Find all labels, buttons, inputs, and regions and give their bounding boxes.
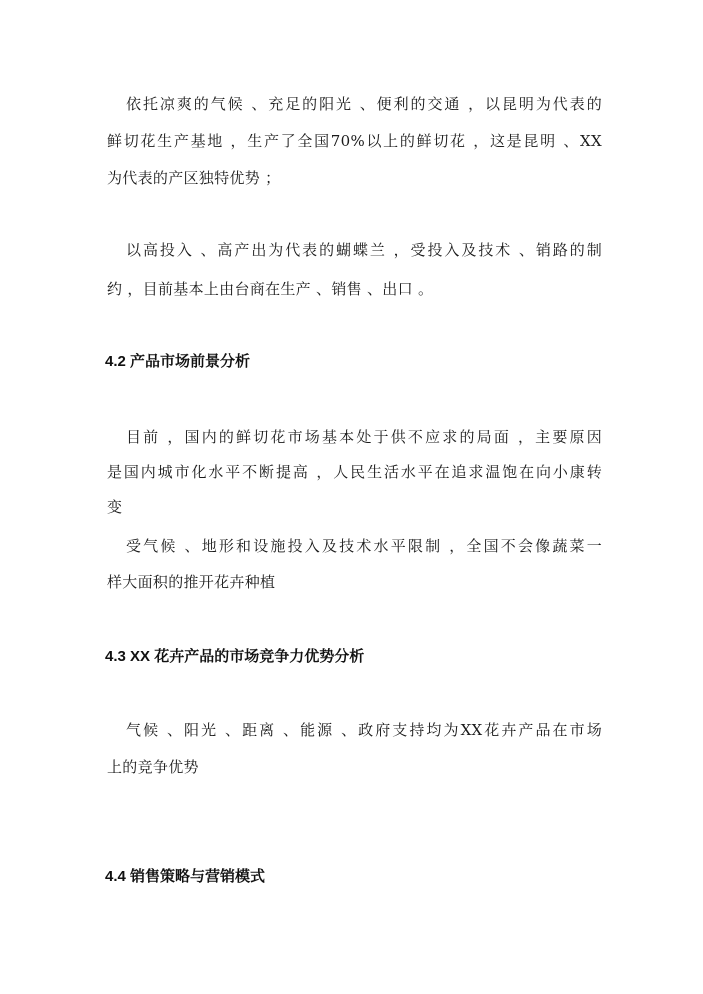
paragraph-3-line-1: 目前 ，国内的鲜切花市场基本处于供不应求的局面 ，主要原因 [126,428,602,446]
paragraph-1-line-3: 为代表的产区独特优势 ； [107,169,281,187]
paragraph-4-line-1: 受气候 、地形和设施投入及技术水平限制 ，全国不会像蔬菜一 [126,537,602,555]
paragraph-3-line-3: 变 [107,498,123,516]
section-heading-4-2: 4.2 产品市场前景分析 [105,353,251,370]
paragraph-2-line-2: 约 ，目前基本上由台商在生产 、销售 、出口 。 [107,280,434,298]
paragraph-4-line-2: 样大面积的推开花卉种植 [107,573,276,591]
paragraph-1-line-2: 鲜切花生产基地 ，生产了全国70%以上的鲜切花 ，这是昆明 、XX [107,132,602,150]
paragraph-5-line-1: 气候 、阳光 、距离 、能源 、政府支持均为XX花卉产品在市场 [126,721,602,739]
paragraph-3-line-2: 是国内城市化水平不断提高 ，人民生活水平在追求温饱在向小康转 [107,463,602,481]
paragraph-1-line-1: 依托凉爽的气候 、充足的阳光 、便利的交通 ，以昆明为代表的 [126,95,602,113]
section-heading-4-4: 4.4 销售策略与营销模式 [105,868,266,885]
section-heading-4-3: 4.3 XX 花卉产品的市场竞争力优势分析 [105,648,365,665]
paragraph-2-line-1: 以高投入 、高产出为代表的蝴蝶兰 ，受投入及技术 、销路的制 [126,241,602,259]
paragraph-5-line-2: 上的竞争优势 [107,758,199,776]
